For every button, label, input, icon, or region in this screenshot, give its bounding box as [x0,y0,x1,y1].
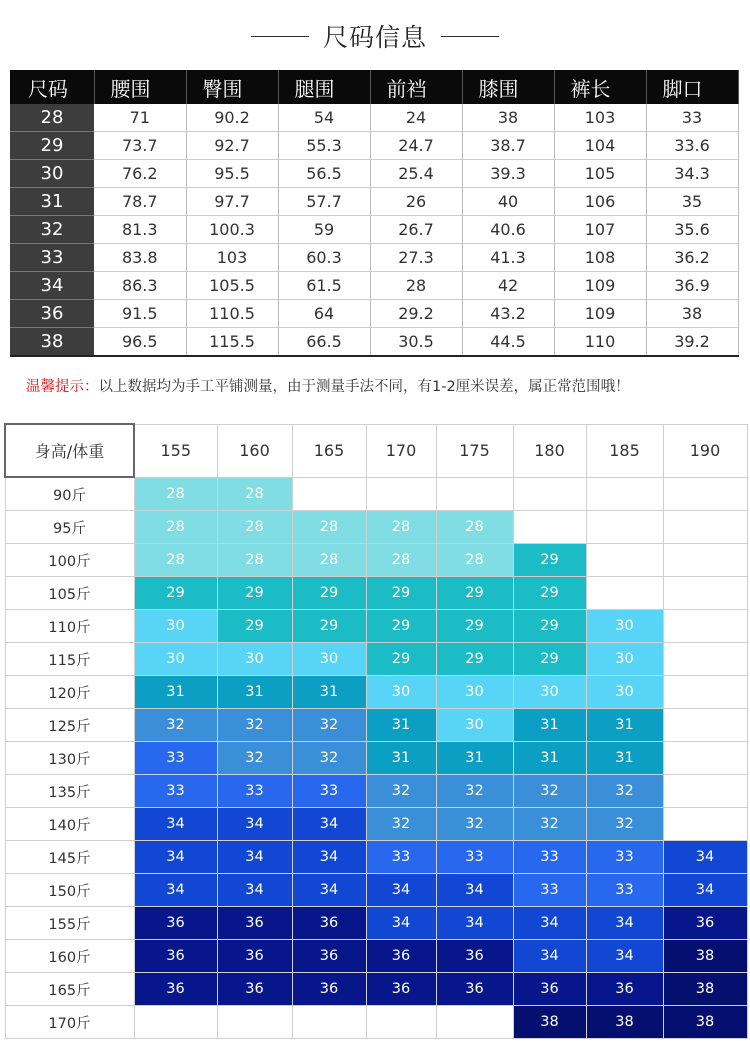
hw-size-cell: 34 [513,907,586,940]
hw-size-cell: 28 [217,544,292,577]
hw-size-cell: 34 [586,940,663,973]
size-value-cell: 40.6 [462,216,554,244]
hw-height-cell: 170 [366,424,436,477]
size-label-cell: 38 [10,328,94,357]
size-value-cell: 38 [462,104,554,132]
size-header-cell: 尺码 [10,70,94,104]
hw-height-cell: 160 [217,424,292,477]
size-value-cell: 33 [646,104,738,132]
height-weight-table [4,423,748,1039]
size-value-cell: 110 [554,328,646,357]
hw-empty-cell [663,477,747,511]
hw-size-cell: 36 [134,973,217,1006]
hw-size-cell: 28 [217,477,292,511]
hw-size-cell: 28 [366,544,436,577]
size-value-cell: 103 [554,104,646,132]
hw-size-cell: 29 [366,643,436,676]
hw-size-cell: 36 [436,940,513,973]
size-value-cell: 83.8 [94,244,186,272]
hw-table-row [5,874,747,907]
hw-size-cell: 38 [663,973,747,1006]
hw-size-cell: 36 [217,907,292,940]
size-value-cell: 24.7 [370,132,462,160]
hw-size-cell: 31 [366,709,436,742]
hw-size-cell: 30 [217,643,292,676]
hw-weight-cell: 155斤 [5,907,134,940]
size-value-cell: 105.5 [186,272,278,300]
hw-weight-cell: 130斤 [5,742,134,775]
hw-empty-cell [586,544,663,577]
hw-table-row [5,477,747,511]
size-value-cell: 90.2 [186,104,278,132]
hw-empty-cell [586,577,663,610]
size-header-cell: 臀围 [186,70,278,104]
hw-size-cell: 29 [217,577,292,610]
hw-height-cell: 180 [513,424,586,477]
size-value-cell: 34.3 [646,160,738,188]
hw-size-cell: 29 [513,610,586,643]
hw-size-cell: 34 [134,874,217,907]
size-value-cell: 28 [370,272,462,300]
size-label-cell: 36 [10,300,94,328]
hw-weight-cell: 115斤 [5,643,134,676]
hw-empty-cell [663,676,747,709]
hw-size-cell: 30 [366,676,436,709]
size-label-cell: 34 [10,272,94,300]
hw-size-cell: 29 [366,610,436,643]
hw-size-cell: 34 [134,841,217,874]
hw-size-cell: 34 [513,940,586,973]
size-label-cell: 33 [10,244,94,272]
hw-size-cell: 36 [436,973,513,1006]
hw-weight-cell: 165斤 [5,973,134,1006]
hw-empty-cell [663,643,747,676]
size-value-cell: 110.5 [186,300,278,328]
hw-table-row [5,907,747,940]
hw-size-cell: 34 [217,808,292,841]
hw-size-cell: 30 [586,676,663,709]
hw-size-cell: 34 [292,808,366,841]
hw-empty-cell [513,511,586,544]
hw-empty-cell [663,808,747,841]
size-value-cell: 38 [646,300,738,328]
hw-empty-cell [586,477,663,511]
hw-size-cell: 31 [366,742,436,775]
size-header-cell: 脚口 [646,70,738,104]
hw-size-cell: 34 [586,907,663,940]
size-header-cell: 腿围 [278,70,370,104]
size-value-cell: 30.5 [370,328,462,357]
hw-size-cell: 38 [663,1006,747,1039]
hw-size-cell: 29 [436,643,513,676]
hw-size-cell: 29 [217,610,292,643]
size-value-cell: 97.7 [186,188,278,216]
size-label-cell: 31 [10,188,94,216]
hw-size-cell: 31 [292,676,366,709]
size-table-row [10,132,738,160]
hw-size-cell: 34 [663,841,747,874]
size-value-cell: 115.5 [186,328,278,357]
size-value-cell: 39.3 [462,160,554,188]
hw-empty-cell [436,1006,513,1039]
size-value-cell: 26.7 [370,216,462,244]
hw-weight-cell: 120斤 [5,676,134,709]
size-value-cell: 27.3 [370,244,462,272]
hw-size-cell: 29 [513,544,586,577]
hw-size-cell: 28 [436,511,513,544]
size-table-row [10,188,738,216]
hw-empty-cell [292,1006,366,1039]
hw-empty-cell [586,511,663,544]
hw-size-cell: 33 [436,841,513,874]
size-value-cell: 42 [462,272,554,300]
hw-empty-cell [513,477,586,511]
size-value-cell: 56.5 [278,160,370,188]
hw-empty-cell [366,477,436,511]
hw-size-cell: 32 [366,775,436,808]
size-table-row [10,216,738,244]
hw-corner-cell: 身高/体重 [5,424,134,477]
note-text: 以上数据均为手工平铺测量，由于测量手法不同，有1-2厘米误差，属正常范围哦！ [98,379,630,395]
size-label-cell: 28 [10,104,94,132]
hw-size-cell: 36 [217,940,292,973]
hw-size-cell: 31 [513,709,586,742]
size-value-cell: 107 [554,216,646,244]
size-chart-table [10,70,739,357]
hw-size-cell: 36 [292,940,366,973]
hw-size-cell: 34 [134,808,217,841]
hw-size-cell: 36 [134,907,217,940]
hw-weight-cell: 170斤 [5,1006,134,1039]
hw-height-cell: 175 [436,424,513,477]
hw-size-cell: 32 [292,742,366,775]
hw-size-cell: 38 [513,1006,586,1039]
hw-size-cell: 34 [292,841,366,874]
hw-size-cell: 38 [586,1006,663,1039]
size-header-cell: 裤长 [554,70,646,104]
hw-table-row [5,808,747,841]
size-value-cell: 104 [554,132,646,160]
hw-size-cell: 29 [366,577,436,610]
hw-weight-cell: 160斤 [5,940,134,973]
size-value-cell: 86.3 [94,272,186,300]
hw-size-cell: 33 [292,775,366,808]
hw-size-cell: 28 [134,511,217,544]
hw-size-cell: 34 [366,907,436,940]
hw-empty-cell [663,709,747,742]
hw-size-cell: 28 [134,544,217,577]
hw-size-cell: 33 [217,775,292,808]
size-value-cell: 38.7 [462,132,554,160]
hw-size-cell: 34 [663,874,747,907]
hw-size-cell: 32 [586,775,663,808]
size-value-cell: 55.3 [278,132,370,160]
hw-size-cell: 34 [436,907,513,940]
size-value-cell: 109 [554,272,646,300]
hw-size-cell: 32 [292,709,366,742]
hw-table-row [5,709,747,742]
hw-height-cell: 165 [292,424,366,477]
hw-size-cell: 28 [292,511,366,544]
size-value-cell: 39.2 [646,328,738,357]
hw-size-cell: 33 [586,874,663,907]
size-table-header [10,70,738,104]
hw-size-cell: 36 [217,973,292,1006]
hw-weight-cell: 95斤 [5,511,134,544]
size-value-cell: 29.2 [370,300,462,328]
hw-size-cell: 34 [292,874,366,907]
hw-size-cell: 36 [134,940,217,973]
hw-size-cell: 32 [134,709,217,742]
hw-table-row [5,742,747,775]
size-value-cell: 40 [462,188,554,216]
hw-size-cell: 33 [134,742,217,775]
size-header-cell: 膝围 [462,70,554,104]
size-value-cell: 26 [370,188,462,216]
title-row [0,14,750,58]
hw-size-cell: 34 [217,841,292,874]
page-title: 尺码信息 [322,23,427,52]
hw-size-cell: 36 [663,907,747,940]
hw-empty-cell [292,477,366,511]
hw-size-cell: 30 [586,643,663,676]
size-value-cell: 35 [646,188,738,216]
hw-size-cell: 31 [217,676,292,709]
hw-size-cell: 28 [217,511,292,544]
hw-weight-cell: 135斤 [5,775,134,808]
size-value-cell: 81.3 [94,216,186,244]
hw-size-cell: 30 [586,610,663,643]
hw-table-row [5,940,747,973]
size-value-cell: 54 [278,104,370,132]
hw-size-cell: 36 [586,973,663,1006]
hw-table-row [5,643,747,676]
hw-size-cell: 32 [436,808,513,841]
hw-size-cell: 34 [217,874,292,907]
size-value-cell: 71 [94,104,186,132]
hw-size-cell: 28 [436,544,513,577]
size-table-row [10,244,738,272]
hw-empty-cell [366,1006,436,1039]
hw-weight-cell: 150斤 [5,874,134,907]
hw-size-cell: 36 [292,907,366,940]
hw-size-cell: 32 [217,709,292,742]
hw-size-cell: 36 [292,973,366,1006]
size-label-cell: 29 [10,132,94,160]
size-value-cell: 64 [278,300,370,328]
size-value-cell: 36.9 [646,272,738,300]
hw-size-cell: 32 [366,808,436,841]
hw-size-cell: 34 [436,874,513,907]
size-value-cell: 106 [554,188,646,216]
hw-size-cell: 30 [436,709,513,742]
size-value-cell: 78.7 [94,188,186,216]
hw-size-cell: 32 [436,775,513,808]
size-value-cell: 25.4 [370,160,462,188]
hw-size-cell: 32 [217,742,292,775]
hw-size-cell: 30 [292,643,366,676]
hw-empty-cell [663,544,747,577]
hw-size-cell: 29 [513,643,586,676]
size-value-cell: 109 [554,300,646,328]
size-label-cell: 30 [10,160,94,188]
hw-size-cell: 33 [513,874,586,907]
hw-size-cell: 36 [366,973,436,1006]
hw-table-row [5,511,747,544]
size-value-cell: 76.2 [94,160,186,188]
hw-size-cell: 28 [134,477,217,511]
size-value-cell: 103 [186,244,278,272]
hw-empty-cell [436,477,513,511]
size-value-cell: 73.7 [94,132,186,160]
size-table-row [10,272,738,300]
note-label: 温馨提示： [26,379,99,395]
hw-empty-cell [663,511,747,544]
hw-table-row [5,577,747,610]
hw-size-cell: 29 [436,577,513,610]
size-value-cell: 36.2 [646,244,738,272]
hw-size-cell: 31 [134,676,217,709]
hw-empty-cell [663,775,747,808]
hw-table-row [5,841,747,874]
size-value-cell: 95.5 [186,160,278,188]
title-right-line [441,36,499,37]
hw-size-cell: 30 [513,676,586,709]
hw-empty-cell [217,1006,292,1039]
hw-empty-cell [663,577,747,610]
hw-size-cell: 32 [513,775,586,808]
hw-size-cell: 32 [513,808,586,841]
hw-size-cell: 34 [366,874,436,907]
size-header-cell: 腰围 [94,70,186,104]
size-value-cell: 24 [370,104,462,132]
size-value-cell: 61.5 [278,272,370,300]
hw-header-row [5,424,747,477]
size-value-cell: 44.5 [462,328,554,357]
size-table-row [10,300,738,328]
hw-size-cell: 33 [513,841,586,874]
hw-height-cell: 155 [134,424,217,477]
hw-weight-cell: 145斤 [5,841,134,874]
hw-size-cell: 30 [436,676,513,709]
hw-size-cell: 33 [366,841,436,874]
hw-weight-cell: 100斤 [5,544,134,577]
hw-size-cell: 31 [586,742,663,775]
hw-size-cell: 29 [134,577,217,610]
size-value-cell: 57.7 [278,188,370,216]
hw-size-cell: 28 [366,511,436,544]
size-label-cell: 32 [10,216,94,244]
hw-size-cell: 28 [292,544,366,577]
hw-height-cell: 190 [663,424,747,477]
hw-size-cell: 32 [586,808,663,841]
size-value-cell: 100.3 [186,216,278,244]
hw-size-cell: 30 [134,643,217,676]
size-value-cell: 66.5 [278,328,370,357]
hw-weight-cell: 125斤 [5,709,134,742]
title-left-line [251,36,309,37]
hw-weight-cell: 90斤 [5,477,134,511]
hw-table-row [5,610,747,643]
size-header-cell: 前裆 [370,70,462,104]
size-value-cell: 92.7 [186,132,278,160]
hw-size-cell: 36 [366,940,436,973]
hw-size-cell: 31 [513,742,586,775]
hw-size-cell: 29 [292,610,366,643]
size-table-row [10,160,738,188]
hw-table-row [5,544,747,577]
hw-table-row [5,973,747,1006]
hw-size-cell: 29 [292,577,366,610]
hw-empty-cell [663,742,747,775]
hw-table-row [5,1006,747,1039]
size-table-row [10,328,738,357]
size-value-cell: 59 [278,216,370,244]
size-value-cell: 91.5 [94,300,186,328]
measurement-note [26,375,630,396]
size-value-cell: 43.2 [462,300,554,328]
size-value-cell: 108 [554,244,646,272]
size-value-cell: 60.3 [278,244,370,272]
hw-table-row [5,676,747,709]
size-value-cell: 96.5 [94,328,186,357]
hw-table-row [5,775,747,808]
hw-size-cell: 29 [436,610,513,643]
hw-size-cell: 31 [586,709,663,742]
size-value-cell: 35.6 [646,216,738,244]
hw-height-cell: 185 [586,424,663,477]
size-value-cell: 33.6 [646,132,738,160]
hw-weight-cell: 105斤 [5,577,134,610]
hw-empty-cell [134,1006,217,1039]
hw-size-cell: 38 [663,940,747,973]
hw-weight-cell: 110斤 [5,610,134,643]
hw-size-cell: 36 [513,973,586,1006]
hw-empty-cell [663,610,747,643]
hw-size-cell: 31 [436,742,513,775]
hw-size-cell: 33 [586,841,663,874]
hw-size-cell: 33 [134,775,217,808]
size-value-cell: 41.3 [462,244,554,272]
size-table-row [10,104,738,132]
hw-weight-cell: 140斤 [5,808,134,841]
hw-size-cell: 30 [134,610,217,643]
size-value-cell: 105 [554,160,646,188]
hw-size-cell: 29 [513,577,586,610]
